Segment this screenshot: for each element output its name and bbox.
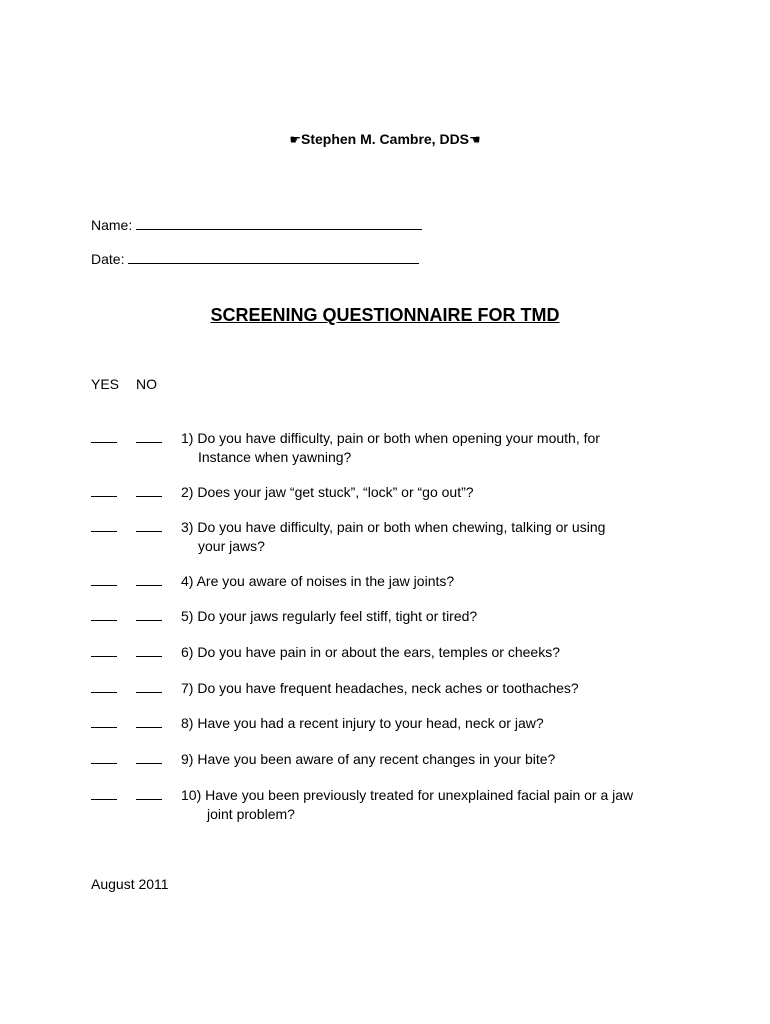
question-line-2: your jaws? — [198, 538, 265, 554]
question-line-1: 3) Do you have difficulty, pain or both when chewing, talking or using — [181, 519, 606, 535]
question-row — [91, 786, 691, 826]
answer-header — [91, 376, 157, 392]
no-answer-blank[interactable] — [136, 799, 162, 800]
no-answer-blank[interactable] — [136, 727, 162, 728]
question-row — [91, 714, 691, 754]
question-row — [91, 607, 691, 647]
question-text — [181, 607, 671, 626]
question-text — [181, 483, 671, 502]
pointing-hand-left-icon: ☛ — [289, 132, 301, 147]
footer-date: August 2011 — [91, 876, 169, 892]
name-input-line[interactable] — [136, 217, 422, 230]
question-line-1: 4) Are you aware of noises in the jaw joints? — [181, 573, 455, 589]
question-row — [91, 483, 691, 523]
question-line-1: 6) Do you have pain in or about the ears, temples or cheeks? — [181, 644, 560, 660]
name-label: Name: — [91, 217, 133, 233]
question-line-1: 7) Do you have frequent headaches, neck aches or toothaches? — [181, 680, 579, 696]
date-field[interactable] — [91, 251, 419, 267]
yes-answer-blank[interactable] — [91, 585, 117, 586]
question-text — [181, 572, 671, 591]
question-row — [91, 750, 691, 790]
yes-answer-blank[interactable] — [91, 442, 117, 443]
yes-answer-blank[interactable] — [91, 692, 117, 693]
pointing-hand-right-icon: ☛ — [469, 132, 481, 147]
question-text — [181, 714, 671, 733]
yes-answer-blank[interactable] — [91, 727, 117, 728]
no-answer-blank[interactable] — [136, 442, 162, 443]
yes-answer-blank[interactable] — [91, 531, 117, 532]
question-row — [91, 429, 691, 469]
question-text — [181, 786, 671, 824]
doctor-name: Stephen M. Cambre, DDS — [300, 131, 470, 147]
doctor-header — [0, 131, 770, 148]
no-column-label: NO — [136, 376, 157, 392]
question-text — [181, 429, 671, 467]
page-title: SCREENING QUESTIONNAIRE FOR TMD — [210, 305, 560, 325]
no-answer-blank[interactable] — [136, 531, 162, 532]
question-row — [91, 572, 691, 612]
yes-answer-blank[interactable] — [91, 763, 117, 764]
question-line-2: Instance when yawning? — [198, 449, 352, 465]
no-answer-blank[interactable] — [136, 656, 162, 657]
name-field[interactable] — [91, 217, 422, 233]
question-line-2: joint problem? — [207, 806, 295, 822]
no-answer-blank[interactable] — [136, 620, 162, 621]
yes-answer-blank[interactable] — [91, 620, 117, 621]
no-answer-blank[interactable] — [136, 585, 162, 586]
question-row — [91, 643, 691, 683]
yes-column-label: YES — [91, 376, 120, 392]
question-text — [181, 750, 671, 769]
yes-answer-blank[interactable] — [91, 496, 117, 497]
question-line-1: 9) Have you been aware of any recent changes in your bite? — [181, 751, 556, 767]
no-answer-blank[interactable] — [136, 692, 162, 693]
question-line-1: 10) Have you been previously treated for unexplained facial pain or a jaw — [181, 787, 634, 803]
question-line-1: 5) Do your jaws regularly feel stiff, tight or tired? — [181, 608, 478, 624]
question-line-1: 8) Have you had a recent injury to your head, neck or jaw? — [181, 715, 544, 731]
yes-answer-blank[interactable] — [91, 656, 117, 657]
no-answer-blank[interactable] — [136, 763, 162, 764]
question-text — [181, 643, 671, 662]
question-line-1: 2) Does your jaw “get stuck”, “lock” or “go out”? — [181, 484, 474, 500]
question-text — [181, 679, 671, 698]
date-input-line[interactable] — [128, 251, 419, 264]
question-row — [91, 679, 691, 719]
question-row — [91, 518, 691, 558]
question-text — [181, 518, 671, 556]
no-answer-blank[interactable] — [136, 496, 162, 497]
yes-answer-blank[interactable] — [91, 799, 117, 800]
date-label: Date: — [91, 251, 125, 267]
question-line-1: 1) Do you have difficulty, pain or both when opening your mouth, for — [181, 430, 600, 446]
